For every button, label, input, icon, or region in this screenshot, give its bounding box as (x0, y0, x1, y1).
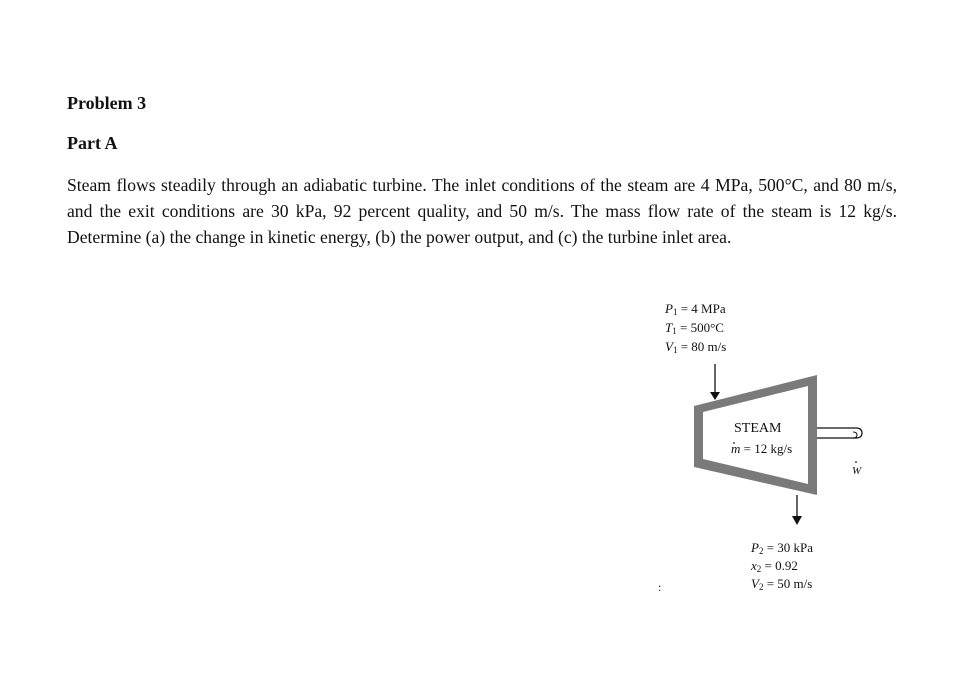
outlet-arrow (792, 495, 802, 525)
part-title: Part A (67, 133, 118, 153)
inlet-pressure: $P_1 = 4$ MPa (665, 301, 726, 317)
inlet-temperature: $T_1 = 500^\circ C$ (665, 320, 724, 336)
problem-statement: Steam flows steadily through an adiabatic turbine. The inlet conditions of the steam are 4 MPa, 500°C, and 80 m/s, and the exit conditions are 30 kPa, 92 percent quality, and 50 m/s. The mass flow rate of the steam is 12 kg/s. Determine (a) the change in kinetic energy, (b) the power output, and (c) the turbine inlet area. (67, 175, 897, 247)
turbine-label: STEAM (734, 421, 782, 436)
outlet-quality: $x_2 = 0.92$ (751, 558, 798, 574)
turbine-shaft (817, 428, 862, 438)
outlet-velocity: $V_2 = 50$ m/s (751, 576, 813, 592)
inlet-velocity: $V_1 = 80$ m/s (665, 339, 727, 355)
stray-mark: : (658, 580, 662, 594)
outlet-pressure: $P_2 = 30$ kPa (751, 540, 814, 556)
inlet-arrow (710, 364, 720, 400)
work-output-label: W (852, 465, 862, 477)
problem-title: Problem 3 (67, 93, 147, 113)
mass-flow-rate: m = 12 kg/s (731, 441, 793, 456)
